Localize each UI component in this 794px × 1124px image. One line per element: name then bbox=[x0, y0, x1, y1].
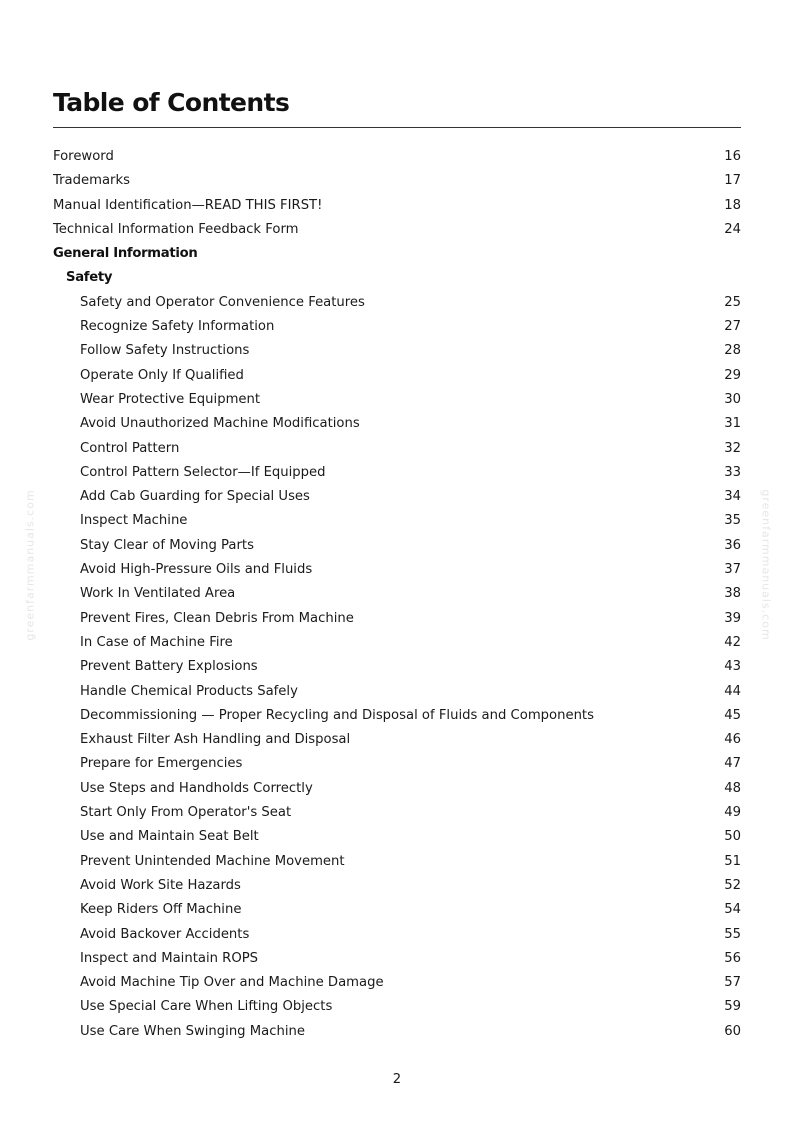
toc-entry-page-number: 39 bbox=[724, 610, 741, 626]
toc-entry-page-number: 29 bbox=[724, 367, 741, 383]
toc-entry-title: Keep Riders Off Machine bbox=[80, 902, 242, 918]
toc-entry[interactable] bbox=[0, 194, 794, 218]
table-of-contents bbox=[0, 145, 794, 1044]
toc-entry-page-number: 46 bbox=[724, 732, 741, 748]
toc-entry-page-number: 55 bbox=[724, 926, 741, 942]
toc-entry[interactable] bbox=[0, 947, 794, 971]
toc-entry[interactable] bbox=[0, 631, 794, 655]
toc-entry-title: Inspect and Maintain ROPS bbox=[80, 950, 259, 966]
toc-entry-title: Avoid Machine Tip Over and Machine Damage bbox=[80, 975, 384, 991]
toc-entry[interactable] bbox=[0, 704, 794, 728]
toc-entry[interactable] bbox=[0, 825, 794, 849]
toc-entry-page-number: 59 bbox=[724, 999, 741, 1015]
toc-entry-title: Work In Ventilated Area bbox=[80, 586, 236, 602]
toc-entry-title: Avoid Work Site Hazards bbox=[80, 877, 241, 893]
toc-entry-page-number: 31 bbox=[724, 416, 741, 432]
toc-entry-page-number: 27 bbox=[724, 319, 741, 335]
toc-entry-page-number: 42 bbox=[724, 634, 741, 650]
toc-entry-title: General Information bbox=[53, 246, 198, 262]
toc-entry[interactable] bbox=[0, 509, 794, 533]
toc-entry-title: Stay Clear of Moving Parts bbox=[80, 537, 254, 553]
toc-entry-page-number: 33 bbox=[724, 464, 741, 480]
toc-entry-page-number: 30 bbox=[724, 391, 741, 407]
toc-entry-title: Prevent Unintended Machine Movement bbox=[80, 853, 345, 869]
toc-entry-page-number: 45 bbox=[724, 707, 741, 723]
toc-entry-title: Follow Safety Instructions bbox=[80, 343, 250, 359]
toc-entry-title: Inspect Machine bbox=[80, 513, 188, 529]
toc-entry[interactable] bbox=[0, 437, 794, 461]
toc-entry[interactable] bbox=[0, 534, 794, 558]
toc-entry-page-number: 28 bbox=[724, 343, 741, 359]
toc-entry[interactable] bbox=[0, 655, 794, 679]
toc-entry[interactable] bbox=[0, 923, 794, 947]
page-number: 2 bbox=[392, 1072, 402, 1087]
watermark-right: greenfarmmanuals.com bbox=[759, 489, 773, 641]
toc-entry-title: Use Special Care When Lifting Objects bbox=[80, 999, 333, 1015]
toc-entry[interactable] bbox=[0, 680, 794, 704]
toc-entry-page-number: 50 bbox=[724, 829, 741, 845]
toc-entry-page-number: 60 bbox=[724, 1023, 741, 1039]
toc-entry-title: Avoid Backover Accidents bbox=[80, 926, 250, 942]
toc-entry-page-number: 34 bbox=[724, 489, 741, 505]
toc-entry-title: Control Pattern Selector—If Equipped bbox=[80, 464, 326, 480]
toc-entry[interactable] bbox=[0, 364, 794, 388]
toc-entry-title: Avoid Unauthorized Machine Modifications bbox=[80, 416, 360, 432]
toc-entry-page-number: 37 bbox=[724, 562, 741, 578]
toc-entry-page-number: 44 bbox=[724, 683, 741, 699]
toc-entry-page-number: 47 bbox=[724, 756, 741, 772]
toc-entry[interactable] bbox=[0, 777, 794, 801]
toc-entry[interactable] bbox=[0, 874, 794, 898]
toc-entry-page-number: 48 bbox=[724, 780, 741, 796]
toc-entry-title: Use and Maintain Seat Belt bbox=[80, 829, 259, 845]
toc-entry[interactable] bbox=[0, 339, 794, 363]
toc-entry[interactable] bbox=[0, 388, 794, 412]
toc-entry-page-number: 36 bbox=[724, 537, 741, 553]
page-title: Table of Contents bbox=[53, 88, 290, 117]
title-divider bbox=[53, 127, 741, 128]
toc-entry-title: Manual Identification—READ THIS FIRST! bbox=[53, 197, 323, 213]
toc-entry[interactable] bbox=[0, 801, 794, 825]
toc-entry-page-number: 54 bbox=[724, 902, 741, 918]
toc-entry[interactable] bbox=[0, 169, 794, 193]
toc-entry-title: Safety bbox=[66, 270, 113, 286]
toc-entry-title: Wear Protective Equipment bbox=[80, 391, 261, 407]
toc-entry-title: Add Cab Guarding for Special Uses bbox=[80, 489, 310, 505]
toc-entry-page-number: 18 bbox=[724, 197, 741, 213]
toc-entry-page-number: 25 bbox=[724, 294, 741, 310]
toc-entry-title: Recognize Safety Information bbox=[80, 319, 275, 335]
toc-entry-page-number: 57 bbox=[724, 975, 741, 991]
toc-entry-page-number: 35 bbox=[724, 513, 741, 529]
toc-entry-page-number: 17 bbox=[724, 173, 741, 189]
toc-entry-title: Exhaust Filter Ash Handling and Disposal bbox=[80, 732, 351, 748]
toc-entry-title: Operate Only If Qualified bbox=[80, 367, 244, 383]
toc-entry-title: Handle Chemical Products Safely bbox=[80, 683, 298, 699]
toc-entry[interactable] bbox=[0, 971, 794, 995]
toc-entry-title: Use Steps and Handholds Correctly bbox=[80, 780, 313, 796]
toc-entry[interactable] bbox=[0, 582, 794, 606]
toc-entry[interactable] bbox=[0, 145, 794, 169]
toc-entry-page-number: 38 bbox=[724, 586, 741, 602]
toc-entry[interactable] bbox=[0, 291, 794, 315]
toc-entry[interactable] bbox=[0, 218, 794, 242]
toc-entry[interactable] bbox=[0, 607, 794, 631]
toc-entry-page-number: 49 bbox=[724, 805, 741, 821]
toc-entry-title: Start Only From Operator's Seat bbox=[80, 805, 292, 821]
toc-entry-page-number: 16 bbox=[724, 149, 741, 164]
toc-section-heading bbox=[0, 242, 794, 266]
toc-entry[interactable] bbox=[0, 752, 794, 776]
toc-entry-title: Avoid High-Pressure Oils and Fluids bbox=[80, 562, 313, 578]
toc-entry-title: Decommissioning — Proper Recycling and Disposal of Fluids and Components bbox=[80, 707, 594, 723]
toc-entry[interactable] bbox=[0, 898, 794, 922]
toc-entry-title: Prevent Fires, Clean Debris From Machine bbox=[80, 610, 354, 626]
toc-entry[interactable] bbox=[0, 412, 794, 436]
toc-entry[interactable] bbox=[0, 461, 794, 485]
toc-entry-page-number: 56 bbox=[724, 950, 741, 966]
toc-entry[interactable] bbox=[0, 315, 794, 339]
toc-entry[interactable] bbox=[0, 850, 794, 874]
toc-entry-page-number: 32 bbox=[724, 440, 741, 456]
toc-entry-title: Technical Information Feedback Form bbox=[53, 221, 299, 237]
toc-entry-title: Prevent Battery Explosions bbox=[80, 659, 258, 675]
toc-entry-page-number: 51 bbox=[724, 853, 741, 869]
toc-entry-title: Use Care When Swinging Machine bbox=[80, 1023, 305, 1039]
toc-entry-page-number: 43 bbox=[724, 659, 741, 675]
watermark-left: greenfarmmanuals.com bbox=[23, 489, 37, 641]
toc-entry[interactable] bbox=[0, 995, 794, 1019]
toc-entry-title: In Case of Machine Fire bbox=[80, 634, 233, 650]
toc-entry[interactable] bbox=[0, 485, 794, 509]
toc-entry-title: Prepare for Emergencies bbox=[80, 756, 243, 772]
toc-entry[interactable] bbox=[0, 558, 794, 582]
toc-entry[interactable] bbox=[0, 1020, 794, 1044]
toc-entry-title: Trademarks bbox=[53, 173, 130, 189]
toc-section-heading bbox=[0, 266, 794, 290]
toc-entry[interactable] bbox=[0, 728, 794, 752]
toc-entry-title: Foreword bbox=[53, 149, 114, 164]
toc-entry-title: Control Pattern bbox=[80, 440, 180, 456]
toc-entry-title: Safety and Operator Convenience Features bbox=[80, 294, 365, 310]
toc-entry-page-number: 24 bbox=[724, 221, 741, 237]
toc-entry-page-number: 52 bbox=[724, 877, 741, 893]
